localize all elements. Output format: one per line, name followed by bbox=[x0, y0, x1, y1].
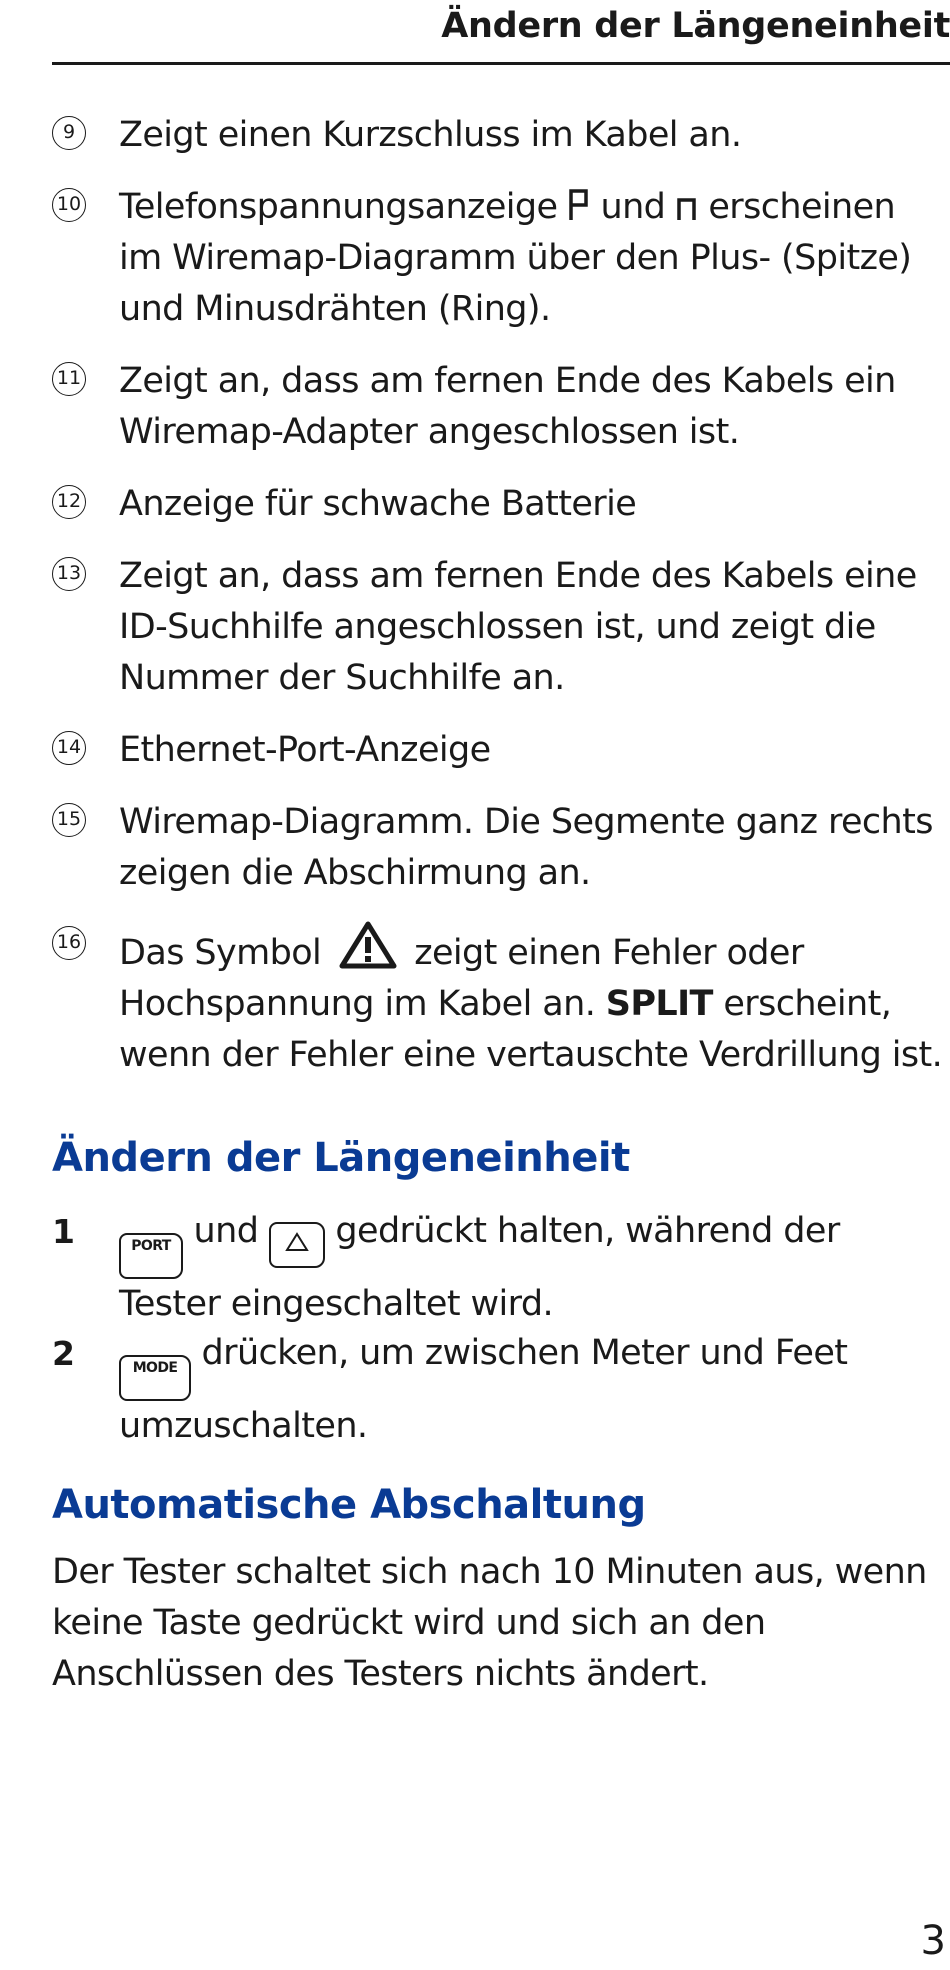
step-number: 2 bbox=[52, 1334, 75, 1373]
section-title-units: Ändern der Längeneinheit bbox=[52, 1135, 630, 1181]
legend-text: Zeigt an, dass am fernen Ende des Kabels ein Wiremap-Adapter angeschlossen ist. bbox=[119, 361, 896, 452]
legend-text: Anzeige für schwache Batterie bbox=[119, 484, 637, 524]
legend-text-part: Telefonspannungsanzeige bbox=[119, 187, 558, 227]
legend-item bbox=[52, 920, 947, 1081]
legend-text bbox=[119, 920, 947, 1081]
up-arrow-key-icon bbox=[269, 1222, 325, 1268]
callout-number: 15 bbox=[52, 803, 86, 837]
step-text bbox=[52, 1328, 947, 1452]
legend-item bbox=[52, 551, 947, 704]
legend-text-part: Das Symbol bbox=[119, 933, 322, 973]
legend-list bbox=[52, 110, 947, 1102]
warning-triangle-icon bbox=[338, 920, 398, 970]
step-item bbox=[52, 1328, 947, 1452]
legend-item bbox=[52, 110, 947, 161]
callout-number: 12 bbox=[52, 485, 86, 519]
split-keyword: SPLIT bbox=[605, 984, 713, 1024]
legend-item bbox=[52, 725, 947, 776]
step-text-part: gedrückt halten, während der Tester eingeschaltet wird. bbox=[119, 1211, 840, 1324]
legend-item bbox=[52, 182, 947, 335]
legend-text bbox=[119, 182, 947, 335]
running-head: Ändern der Längeneinheit bbox=[441, 6, 950, 46]
tip-segment-icon bbox=[568, 188, 590, 222]
header-rule bbox=[52, 62, 950, 65]
step-number: 1 bbox=[52, 1212, 75, 1251]
legend-text: Zeigt einen Kurzschluss im Kabel an. bbox=[119, 115, 742, 155]
auto-off-paragraph: Der Tester schaltet sich nach 10 Minuten aus, wenn keine Taste gedrückt wird und sich an den Anschlüssen des Testers nichts ändert. bbox=[52, 1552, 927, 1694]
ring-segment-icon bbox=[676, 196, 698, 222]
callout-number: 11 bbox=[52, 362, 86, 396]
step-item bbox=[52, 1206, 947, 1330]
legend-item bbox=[52, 479, 947, 530]
legend-text-part: zeigt einen Fehler oder Hochspannung im Kabel an. bbox=[119, 933, 804, 1024]
step-text-part: und bbox=[193, 1211, 259, 1251]
legend-text-part: erscheinen im Wiremap-Diagramm über den Plus- (Spitze) und Minusdrähten (Ring). bbox=[119, 187, 912, 329]
callout-number: 10 bbox=[52, 188, 86, 222]
legend-item bbox=[52, 356, 947, 458]
section-title-auto-off: Automatische Abschaltung bbox=[52, 1482, 646, 1528]
callout-number: 9 bbox=[52, 116, 86, 150]
callout-number: 13 bbox=[52, 557, 86, 591]
page-number: 3 bbox=[920, 1918, 946, 1964]
legend-text: Zeigt an, dass am fernen Ende des Kabels eine ID-Suchhilfe angeschlossen ist, und zeigt die Nummer der Suchhilfe an. bbox=[119, 556, 917, 698]
legend-text: Ethernet-Port-Anzeige bbox=[119, 730, 491, 770]
callout-number: 16 bbox=[52, 926, 86, 960]
legend-text: Wiremap-Diagramm. Die Segmente ganz rechts zeigen die Abschirmung an. bbox=[119, 802, 933, 893]
legend-text-part: erscheint, wenn der Fehler eine vertauschte Verdrillung ist. bbox=[119, 984, 943, 1075]
callout-number: 14 bbox=[52, 731, 86, 765]
step-text-part: drücken, um zwischen Meter und Feet umzuschalten. bbox=[119, 1333, 848, 1446]
step-text bbox=[52, 1206, 947, 1330]
legend-text-part: und bbox=[600, 187, 666, 227]
mode-key-icon: MODE bbox=[119, 1355, 191, 1401]
legend-item bbox=[52, 797, 947, 899]
port-key-icon: PORT bbox=[119, 1233, 183, 1279]
